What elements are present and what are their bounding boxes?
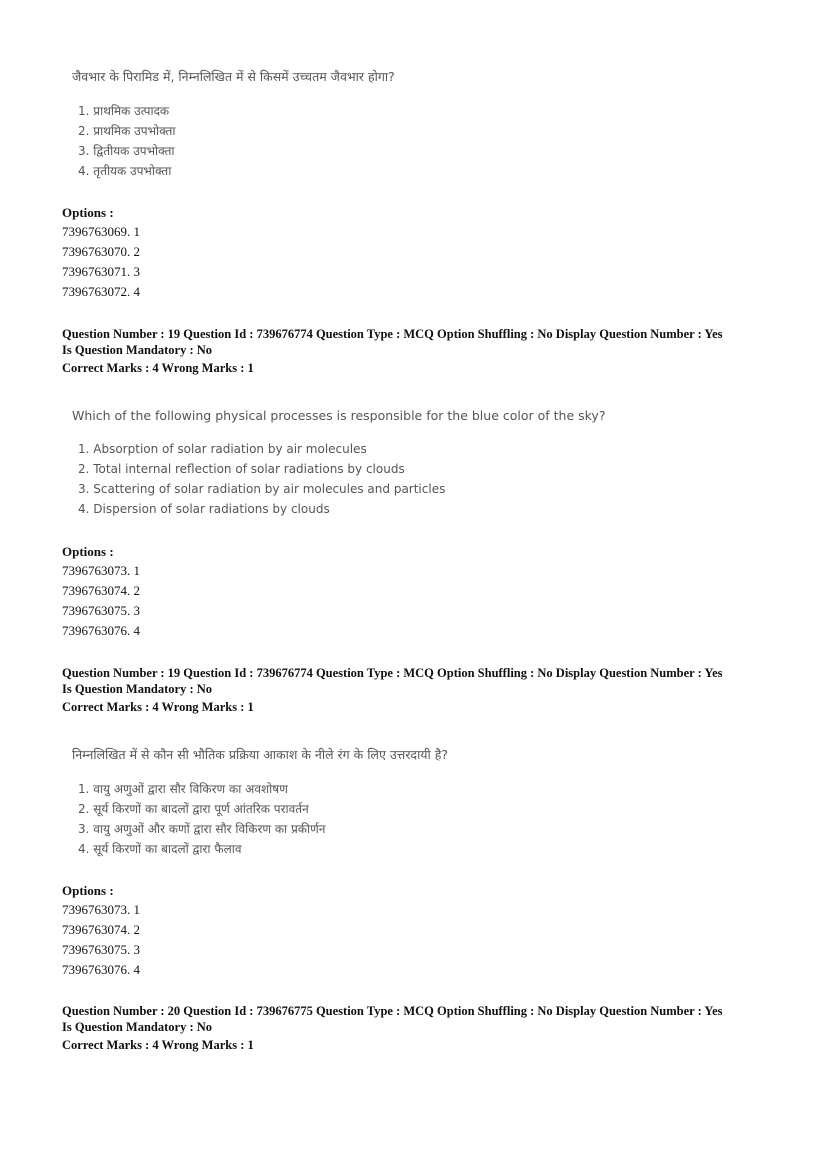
question-text: निम्नलिखित में से कौन सी भौतिक प्रक्रिया आकाश के नीले रंग के लिए उत्तरदायी है? [72, 747, 449, 762]
question-option-1: 1. Absorption of solar radiation by air molecules [78, 442, 367, 456]
question-option-2: 2. Total internal reflection of solar radiations by clouds [78, 462, 405, 476]
question-option-2: 2. सूर्य किरणों का बादलों द्वारा पूर्ण आंतरिक परावर्तन [78, 802, 309, 816]
option-id-line: 7396763073. 1 [62, 563, 140, 578]
question-text: Which of the following physical processes is responsible for the blue color of the sky? [72, 408, 606, 423]
option-id-line: 7396763069. 1 [62, 224, 140, 239]
option-id-line: 7396763076. 4 [62, 962, 140, 977]
options-heading: Options : [62, 544, 114, 559]
option-id-line: 7396763075. 3 [62, 942, 140, 957]
option-id-line: 7396763074. 2 [62, 922, 140, 937]
option-id-line: 7396763072. 4 [62, 284, 140, 299]
question-option-1: 1. वायु अणुओं द्वारा सौर विकिरण का अवशोषण [78, 782, 288, 796]
option-id-line: 7396763074. 2 [62, 583, 140, 598]
question-image-sky-english [72, 402, 606, 522]
question-mandatory-line: Is Question Mandatory : No [62, 1020, 213, 1034]
question-option-2: 2. प्राथमिक उपभोक्ता [78, 124, 176, 138]
question-mandatory-line: Is Question Mandatory : No [62, 682, 213, 696]
option-id-line: 7396763075. 3 [62, 603, 140, 618]
options-heading: Options : [62, 883, 114, 898]
question-meta-line: Question Number : 19 Question Id : 739676774 Question Type : MCQ Option Shuffling : No Display Question Number : Yes [62, 666, 723, 680]
question-option-3: 3. Scattering of solar radiation by air molecules and particles [78, 482, 446, 496]
options-heading: Options : [62, 205, 114, 220]
question-image-sky-hindi [72, 740, 532, 862]
question-marks-line: Correct Marks : 4 Wrong Marks : 1 [62, 361, 254, 375]
option-id-line: 7396763073. 1 [62, 902, 140, 917]
question-option-4: 4. Dispersion of solar radiations by clouds [78, 502, 330, 516]
question-meta-line: Question Number : 20 Question Id : 739676775 Question Type : MCQ Option Shuffling : No Display Question Number : Yes [62, 1004, 723, 1018]
question-option-3: 3. द्वितीयक उपभोक्ता [78, 144, 175, 158]
question-option-4: 4. तृतीयक उपभोक्ता [78, 164, 172, 178]
option-id-line: 7396763071. 3 [62, 264, 140, 279]
question-text: जैवभार के पिरामिड में, निम्नलिखित में से किसमें उच्चतम जैवभार होगा? [72, 69, 395, 84]
question-option-3: 3. वायु अणुओं और कणों द्वारा सौर विकिरण का प्रकीर्णन [78, 822, 326, 836]
question-option-4: 4. सूर्य किरणों का बादलों द्वारा फैलाव [78, 842, 242, 856]
option-id-line: 7396763076. 4 [62, 623, 140, 638]
question-image-biomass-hindi [72, 62, 492, 182]
question-marks-line: Correct Marks : 4 Wrong Marks : 1 [62, 700, 254, 714]
question-meta-line: Question Number : 19 Question Id : 739676774 Question Type : MCQ Option Shuffling : No Display Question Number : Yes [62, 327, 723, 341]
option-id-line: 7396763070. 2 [62, 244, 140, 259]
question-mandatory-line: Is Question Mandatory : No [62, 343, 213, 357]
question-marks-line: Correct Marks : 4 Wrong Marks : 1 [62, 1038, 254, 1052]
question-option-1: 1. प्राथमिक उत्पादक [78, 104, 170, 118]
